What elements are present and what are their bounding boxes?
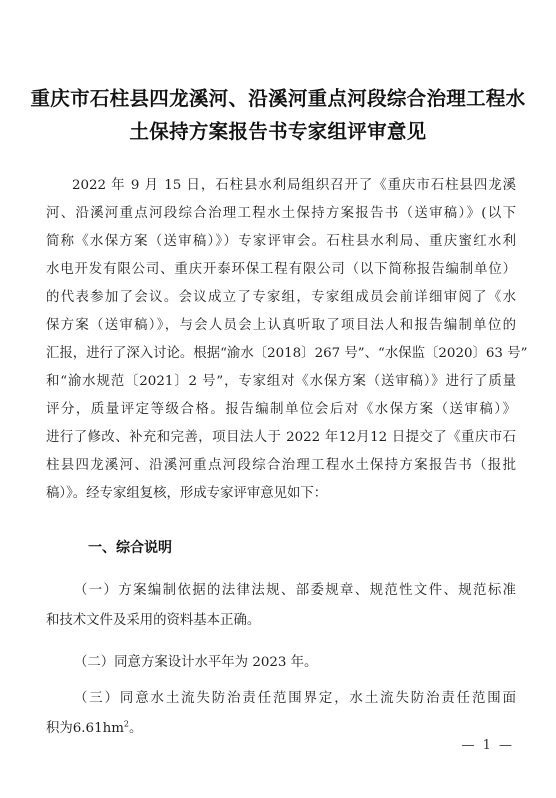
- section-heading: 一、综合说明: [88, 540, 172, 556]
- intro-line-10: 进行了修改、补充和完善，项目法人于 2022 年12月12 日提交了《重庆市石: [46, 430, 516, 445]
- intro-line-1: 2022 年 9 月 15 日，石柱县水利局组织召开了《重庆市石柱县四龙溪: [72, 178, 516, 193]
- intro-line-8: 和“渝水规范〔2021〕2 号”，专家组对《水保方案（送审稿）》进行了质量: [46, 374, 516, 389]
- title-line-1: 重庆市石柱县四龙溪河、沿溪河重点河段综合治理工程水: [30, 87, 526, 110]
- area-value: 积为6.61hm: [46, 721, 124, 736]
- document-title: [30, 82, 526, 148]
- intro-line-11: 柱县四龙溪河、沿溪河重点河段综合治理工程水土保持方案报告书（报批: [46, 458, 516, 473]
- intro-line-7: 汇报，进行了深入讨论。根据“渝水〔2018〕267 号”、“水保监〔2020〕63 号”: [46, 346, 528, 361]
- intro-line-12: 稿）》。经专家组复核，形成专家评审意见如下：: [46, 486, 328, 501]
- item-one: [46, 576, 516, 636]
- intro-line-9: 评分，质量评定等级合格。报告编制单位会后对《水保方案（送审稿）》: [46, 402, 516, 417]
- area-unit-superscript: 2: [123, 719, 130, 729]
- intro-line-6: 保方案（送审稿）》，与会人员会上认真听取了项目法人和报告编制单位的: [46, 318, 516, 333]
- item-three: [46, 684, 516, 744]
- title-line-2: 土保持方案报告书专家组评审意见: [129, 120, 427, 143]
- intro-paragraph: [46, 172, 528, 508]
- intro-line-3: 简称《水保方案（送审稿）》）专家评审会。石柱县水利局、重庆蜜红水利: [46, 234, 516, 249]
- intro-line-2: 河、沿溪河重点河段综合治理工程水土保持方案报告书（送审稿）》(以下: [46, 206, 516, 221]
- item-one-line-1: （一）方案编制依据的法律法规、部委规章、规范性文件、规范标准: [74, 583, 516, 598]
- item-three-line-1: （三）同意水土流失防治责任范围界定，水土流失防治责任范围面: [74, 691, 516, 706]
- item-three-end: 。: [129, 721, 143, 736]
- item-one-line-2: 和技术文件及采用的资料基本正确。: [46, 613, 261, 628]
- page-number: — 1 —: [461, 738, 514, 753]
- intro-line-4: 水电开发有限公司、重庆开泰环保工程有限公司（以下简称报告编制单位）: [46, 262, 516, 277]
- intro-line-5: 的代表参加了会议。会议成立了专家组，专家组成员会前详细审阅了《水: [46, 290, 516, 305]
- item-two: [46, 648, 516, 678]
- item-three-line-2: [46, 714, 516, 744]
- item-two-line-1: （二）同意方案设计水平年为 2023 年。: [74, 655, 318, 670]
